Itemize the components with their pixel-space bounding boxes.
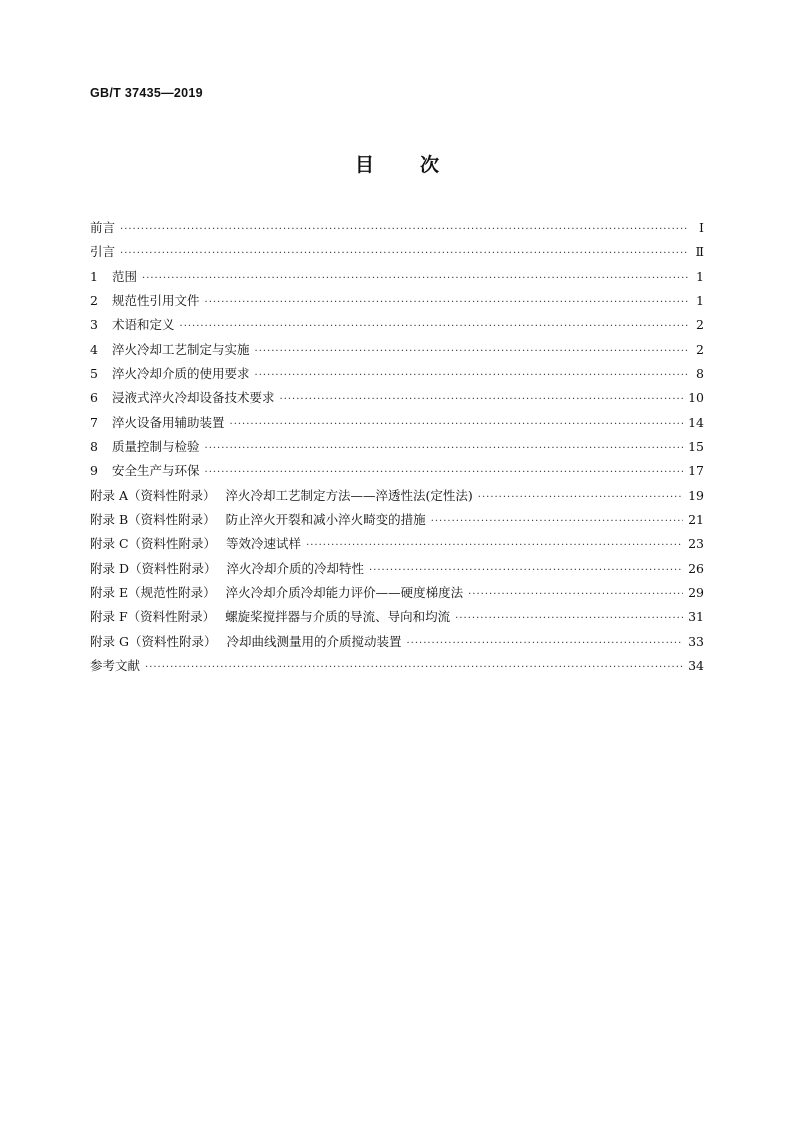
toc-entry[interactable] — [90, 386, 704, 410]
toc-entry-title: 前言 — [90, 220, 116, 235]
toc-entry[interactable] — [90, 240, 704, 264]
toc-dot-leader — [431, 510, 683, 534]
toc-entry-page-number: 17 — [688, 463, 704, 479]
toc-entry-annex-label: 附录 F（资料性附录） — [90, 609, 216, 625]
toc-entry-number: 3 — [90, 317, 98, 333]
toc-entry-annex-label: 附录 C（资料性附录） — [90, 536, 217, 552]
toc-entry-page-number: 23 — [688, 536, 704, 552]
toc-entry-title: 淬火冷却工艺制定与实施 — [112, 341, 250, 357]
toc-dot-leader — [142, 267, 689, 291]
toc-entry-number: 7 — [90, 414, 98, 430]
toc-entry-page-number: 15 — [688, 438, 704, 454]
toc-dot-leader — [306, 534, 683, 558]
toc-entry-page-number: 1 — [696, 268, 704, 284]
toc-dot-leader — [406, 632, 683, 656]
toc-entry-page-number: Ⅰ — [699, 220, 704, 235]
toc-dot-leader — [255, 340, 689, 364]
toc-entry-title: 范围 — [112, 268, 138, 284]
toc-entry[interactable] — [90, 216, 704, 240]
toc-entry-page-number: 34 — [688, 657, 704, 673]
toc-entry[interactable] — [90, 484, 704, 508]
toc-entry-page-number: 26 — [688, 560, 704, 576]
toc-entry-title: 淬火冷却介质的使用要求 — [112, 365, 250, 381]
toc-entry-title: 淬火设备用辅助装置 — [112, 414, 225, 430]
toc-entry[interactable] — [90, 313, 704, 337]
toc-entry-number: 2 — [90, 292, 98, 308]
toc-dot-leader — [255, 364, 689, 388]
toc-entry-title: 引言 — [90, 244, 116, 260]
toc-entry[interactable] — [90, 532, 704, 556]
toc-entry[interactable] — [90, 265, 704, 289]
toc-dot-leader — [120, 242, 689, 266]
toc-entry-page-number: 2 — [696, 341, 704, 357]
toc-entry-page-number: 10 — [688, 390, 704, 406]
toc-entry-title: 防止淬火开裂和减小淬火畸变的措施 — [225, 511, 426, 527]
toc-entry-title: 质量控制与检验 — [112, 438, 200, 454]
toc-entry[interactable] — [90, 435, 704, 459]
toc-entry-page-number: 2 — [696, 317, 704, 333]
toc-entry-page-number: 1 — [696, 292, 704, 308]
toc-dot-leader — [369, 559, 683, 583]
toc-entry-title: 术语和定义 — [112, 317, 175, 333]
toc-entry[interactable] — [90, 654, 704, 678]
toc-entry[interactable] — [90, 630, 704, 654]
toc-dot-leader — [478, 486, 683, 510]
toc-entry-title: 规范性引用文件 — [112, 292, 200, 308]
toc-heading-char-2: 次 — [420, 154, 440, 176]
toc-entry-annex-label: 附录 G（资料性附录） — [90, 633, 217, 649]
toc-entry-number: 9 — [90, 463, 98, 479]
toc-entry-page-number: 21 — [688, 511, 704, 527]
toc-entry-title: 螺旋桨搅拌器与介质的导流、导向和均流 — [225, 609, 451, 625]
toc-entry-title: 安全生产与环保 — [112, 463, 200, 479]
toc-entry-annex-label: 附录 A（资料性附录） — [90, 487, 216, 503]
toc-entry-number: 6 — [90, 390, 98, 406]
toc-entry-page-number: 31 — [688, 609, 704, 625]
toc-entry-number: 4 — [90, 341, 98, 357]
toc-dot-leader — [205, 437, 684, 461]
toc-entry[interactable] — [90, 362, 704, 386]
toc-dot-leader — [180, 315, 689, 339]
toc-dot-leader — [455, 607, 683, 631]
toc-heading-char-1: 目 — [354, 154, 374, 176]
toc-dot-leader — [280, 388, 684, 412]
toc-dot-leader — [120, 218, 689, 242]
toc-heading — [0, 150, 794, 177]
toc-entry[interactable] — [90, 581, 704, 605]
toc-dot-leader — [205, 291, 689, 315]
toc-entry-title: 冷却曲线测量用的介质搅动装置 — [226, 633, 402, 649]
toc-dot-leader — [230, 413, 684, 437]
toc-entry-annex-label: 附录 B（资料性附录） — [90, 511, 216, 527]
standard-code: GB/T 37435—2019 — [90, 86, 203, 100]
toc-entry[interactable] — [90, 508, 704, 532]
toc-dot-leader — [205, 461, 684, 485]
toc-entry-annex-label: 附录 D（资料性附录） — [90, 560, 217, 576]
toc-entry-title: 淬火冷却工艺制定方法——淬透性法(定性法) — [225, 487, 473, 503]
toc-entry-title: 等效冷速试样 — [226, 536, 302, 552]
toc-entry[interactable] — [90, 459, 704, 483]
toc-entry-page-number: 19 — [688, 487, 704, 503]
toc-entry-title: 淬火冷却介质冷却能力评价——硬度梯度法 — [225, 584, 464, 600]
toc-entry-title: 浸液式淬火冷却设备技术要求 — [112, 390, 275, 406]
toc-entry-title: 淬火冷却介质的冷却特性 — [226, 560, 365, 576]
toc-entry[interactable] — [90, 411, 704, 435]
toc-entry-number: 1 — [90, 268, 98, 284]
toc-entry-number: 8 — [90, 438, 98, 454]
toc-entry[interactable] — [90, 289, 704, 313]
toc-dot-leader — [145, 656, 683, 680]
toc-entry[interactable] — [90, 338, 704, 362]
toc-entry[interactable] — [90, 605, 704, 629]
toc-entry-page-number: Ⅱ — [695, 244, 704, 260]
toc-entry-page-number: 29 — [688, 584, 704, 600]
toc-entry-page-number: 8 — [696, 365, 704, 381]
toc-entry-annex-label: 附录 E（规范性附录） — [90, 584, 216, 600]
toc-dot-leader — [468, 583, 683, 607]
table-of-contents — [90, 216, 704, 678]
toc-entry-number: 5 — [90, 365, 98, 381]
toc-entry-page-number: 33 — [688, 633, 704, 649]
toc-entry-title: 参考文献 — [90, 657, 141, 673]
toc-entry[interactable] — [90, 557, 704, 581]
toc-entry-page-number: 14 — [688, 414, 704, 430]
